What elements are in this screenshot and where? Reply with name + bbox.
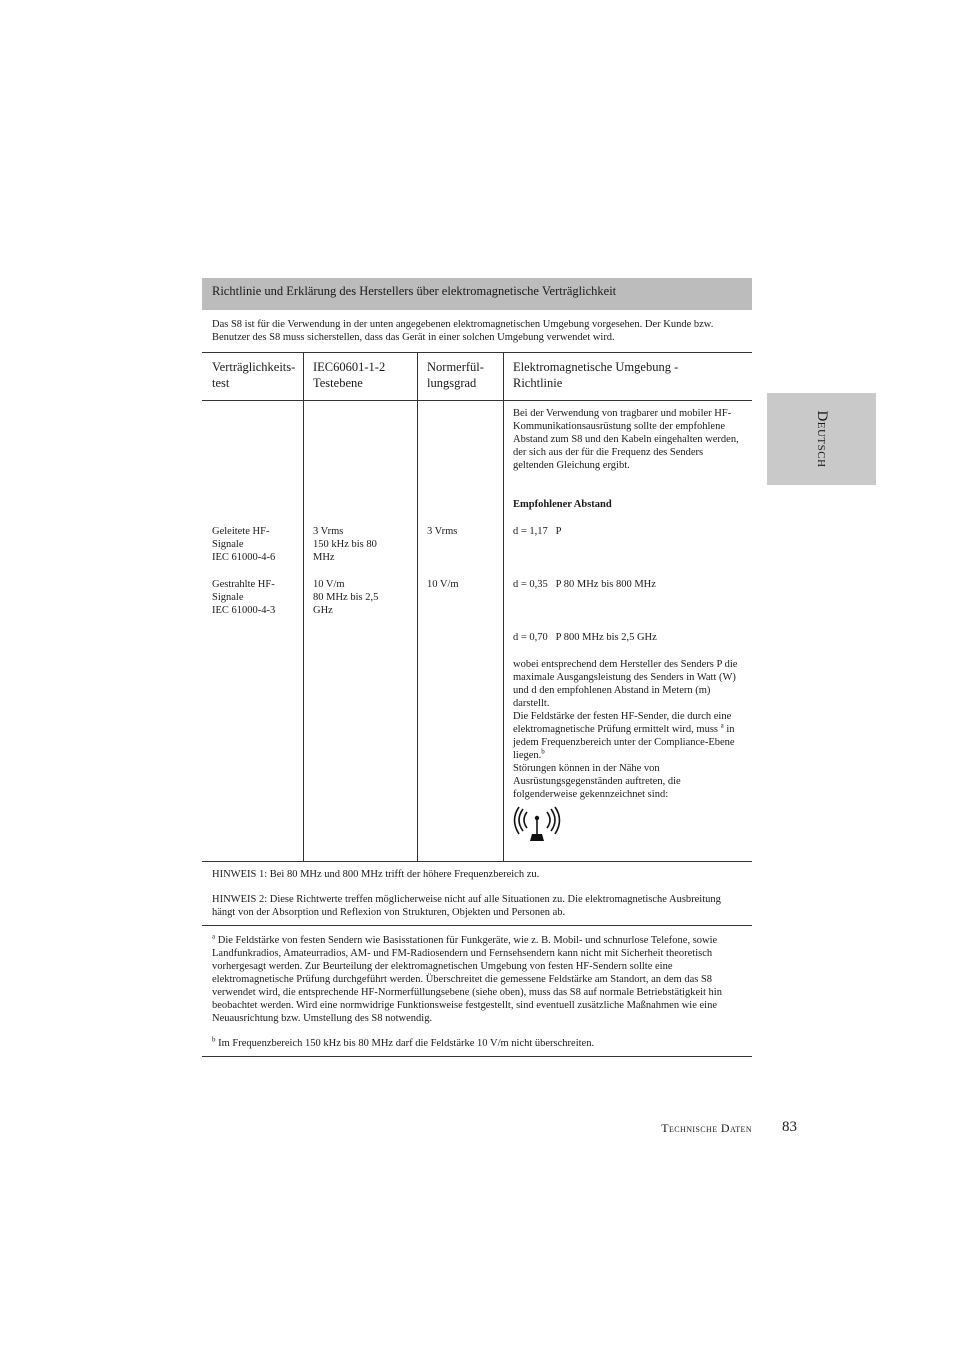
page-number: 83 <box>782 1119 797 1135</box>
column-divider <box>503 401 504 861</box>
conducted-compliance: 3 Vrms <box>427 526 458 537</box>
header-compliance: Normerfül- lungsgrad <box>427 360 484 390</box>
note-2: HINWEIS 2: Diese Richtwerte treffen möglicherweise nicht auf alle Situationen zu. Die elektromagnetische Ausbreitung hängt von der Absorption und Reflexion von Strukturen, Objekten und Personen ab. <box>212 894 721 918</box>
language-tab <box>767 393 876 485</box>
table-footnotes <box>202 926 752 1057</box>
conducted-test: Geleitete HF- Signale IEC 61000-4-6 <box>212 526 276 563</box>
conducted-level: 3 Vrms 150 kHz bis 80 MHz <box>313 526 377 563</box>
note-1: HINWEIS 1: Bei 80 MHz und 800 MHz trifft der höhere Frequenzbereich zu. <box>212 869 540 880</box>
header-test-level: IEC60601-1-2 Testebene <box>313 360 386 390</box>
column-divider <box>303 401 304 861</box>
table-title: Richtlinie und Erklärung des Herstellers über elektromagnetische Verträglichkeit <box>202 278 752 310</box>
radiated-formula-low: d = 0,35 P 80 MHz bis 800 MHz <box>513 579 656 590</box>
conducted-formula: d = 1,17 P <box>513 526 562 537</box>
language-tab-label: Deutsch <box>814 410 830 468</box>
table-grid <box>202 353 752 862</box>
column-divider <box>417 401 418 861</box>
table-body-row <box>202 401 752 862</box>
header-environment: Elektromagnetische Umgebung - Richtlinie <box>513 360 679 390</box>
radiated-test: Gestrahlte HF- Signale IEC 61000-4-3 <box>212 579 276 616</box>
non-ionizing-radiation-icon <box>513 806 561 846</box>
header-test: Verträglichkeits- test <box>212 360 296 390</box>
table-notes <box>202 862 752 926</box>
table-intro: Das S8 ist für die Verwendung in der unten angegebenen elektromagnetischen Umgebung vorgesehen. Der Kunde bzw. Benutzer des S8 muss sicherstellen, dass das Gerät in einer solchen Umgebung verwendet wird. <box>202 310 752 353</box>
radiated-level: 10 V/m 80 MHz bis 2,5 GHz <box>313 579 379 616</box>
radiated-compliance: 10 V/m <box>427 579 459 590</box>
column-divider <box>417 353 418 400</box>
recommended-distance-label: Empfohlener Abstand <box>513 499 612 510</box>
table-header-row <box>202 353 752 401</box>
footnote-b: $^b$ Im Frequenzbereich 150 kHz bis 80 MHz darf die Feldstärke 10 V/m nicht überschreiten. <box>212 1035 595 1049</box>
column-divider <box>303 353 304 400</box>
guidance-intro: Bei der Verwendung von tragbarer und mobiler HF-Kommunikationsausrüstung sollte der empfohlene Abstand zum S8 und den Kabeln eingehalten werden, der sich aus der für die Frequenz des Senders geltenden Gleichung ergibt. <box>513 408 739 471</box>
footnote-a: $^a$ Die Feldstärke von festen Sendern wie Basisstationen für Funkgeräte, wie z. B. Mobil- und schnurlose Telefone, sowie Landfunkradios, Amateurradios, AM- und FM-Radiosendern und Fernsehsendern kann nicht mit Sicherheit theoretisch vorhergesagt werden. Zur Beurteilung der elektromagnetischen Umgebung von festen HF-Sendern sollte eine elektromagnetische Prüfung durchgeführt werden. Überschreitet die gemessene Feldstärke am Standort, an dem das S8 verwendet wird, die entsprechende HF-Normerfüllungsebene (siehe oben), muss das S8 auf normale Betriebstätigkeit hin beobachtet werden. Wird eine normwidrige Funktionsweise festgestellt, sind eventuell zusätzliche Maßnahmen wie eine Neuausrichtung bzw. Umstellung des S8 notwendig. <box>212 932 722 1024</box>
radiated-formula-high: d = 0,70 P 800 MHz bis 2,5 GHz <box>513 632 657 643</box>
guidance-explanation: wobei entsprechend dem Hersteller des Senders P die maximale Ausgangsleistung des Senders in Watt (W) und d den empfohlenen Abstand in Metern (m) darstellt. Die Feldstärke der festen HF-Sender, die durch eine elektromagnetische Prüfung ermittelt wird, muss $^a$ in jedem Frequenzbereich unter der Compliance-Ebene liegen.$^b$ Störungen können in der Nähe von Ausrüstungsgegenständen auftreten, die folgenderweise gekennzeichnet sind: <box>513 659 738 800</box>
emc-table <box>202 278 752 1057</box>
section-footer: Technische Daten <box>661 1121 752 1135</box>
